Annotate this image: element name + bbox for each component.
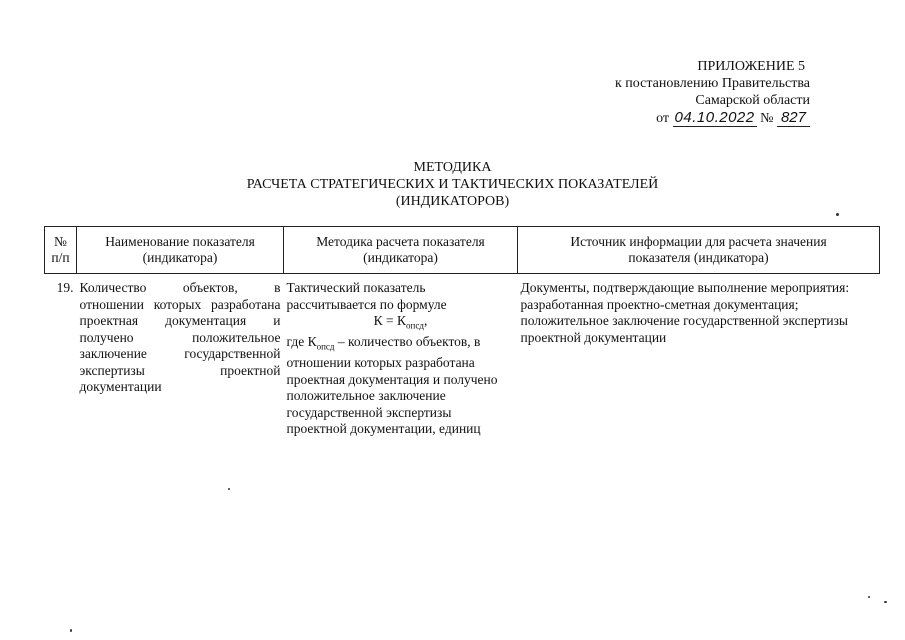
row-source xyxy=(518,274,880,438)
appendix-line-2: Самарской области xyxy=(695,93,810,108)
header-source-line-2: показателя (индикатора) xyxy=(628,250,769,265)
method-formula xyxy=(287,313,515,334)
header-name-line-1: Наименование показателя xyxy=(105,233,255,249)
table-row xyxy=(45,274,880,438)
scan-speck xyxy=(884,601,887,603)
header-method-line-2: (индикатора) xyxy=(363,250,438,265)
appendix-block xyxy=(560,58,890,127)
row-method xyxy=(284,274,518,438)
appendix-number: 827 xyxy=(777,109,810,127)
header-name xyxy=(77,227,284,274)
source-line-3: положительное заключение государственной экспертизы проектной документации xyxy=(520,313,848,345)
row-indicator-name: Количество объектов, в отношении которых разработана проектная документация и получено положительное заключение государственной экспертизы проектной документации xyxy=(79,280,281,394)
document-title xyxy=(0,159,905,210)
scan-speck xyxy=(70,629,72,632)
appendix-line-1: к постановлению Правительства xyxy=(614,76,810,91)
scan-speck xyxy=(836,213,839,216)
formula-end: , xyxy=(423,313,428,328)
formula-left: К = К xyxy=(373,313,407,328)
header-name-line-2: (индикатора) xyxy=(142,250,218,265)
method-definition-subscript: опсд xyxy=(316,341,335,352)
source-line-1: Документы, подтверждающие выполнение мероприятия: xyxy=(520,280,850,295)
appendix-date: 04.10.2022 xyxy=(674,109,755,126)
header-method-line-1: Методика расчета показателя xyxy=(316,233,485,249)
method-definition: – количество объектов, в отношении которых разработана проектная документация и получено положительное заключение государственной экспертизы проектной документации, единиц xyxy=(286,334,498,437)
document-title-line-2: РАСЧЕТА СТРАТЕГИЧЕСКИХ И ТАКТИЧЕСКИХ ПОКАЗАТЕЛЕЙ xyxy=(246,177,659,192)
table-header-row xyxy=(45,227,880,274)
header-number-line-2: п/п xyxy=(51,250,70,265)
appendix-number-prefix: № xyxy=(760,111,774,126)
header-method xyxy=(284,227,518,274)
method-intro: Тактический показатель рассчитывается по формуле xyxy=(286,280,447,312)
methodology-table xyxy=(44,226,880,438)
appendix-date-prefix: от xyxy=(656,111,670,126)
appendix-date-line xyxy=(560,109,810,127)
header-number-line-1: № xyxy=(54,233,67,249)
scan-speck xyxy=(228,488,230,490)
source-line-2: разработанная проектно-сметная документация; xyxy=(520,296,799,312)
header-number xyxy=(45,227,77,274)
appendix-title: ПРИЛОЖЕНИЕ 5 xyxy=(697,59,805,74)
row-number: 19. xyxy=(56,280,74,295)
header-source-line-1: Источник информации для расчета значения xyxy=(570,233,827,249)
document-title-line-1: МЕТОДИКА xyxy=(413,160,492,175)
scan-speck xyxy=(868,596,870,598)
document-title-line-3: (ИНДИКАТОРОВ) xyxy=(395,194,510,209)
formula-subscript: опсд xyxy=(406,320,424,331)
method-definition-prefix: где К xyxy=(286,334,317,350)
header-source xyxy=(518,227,880,274)
